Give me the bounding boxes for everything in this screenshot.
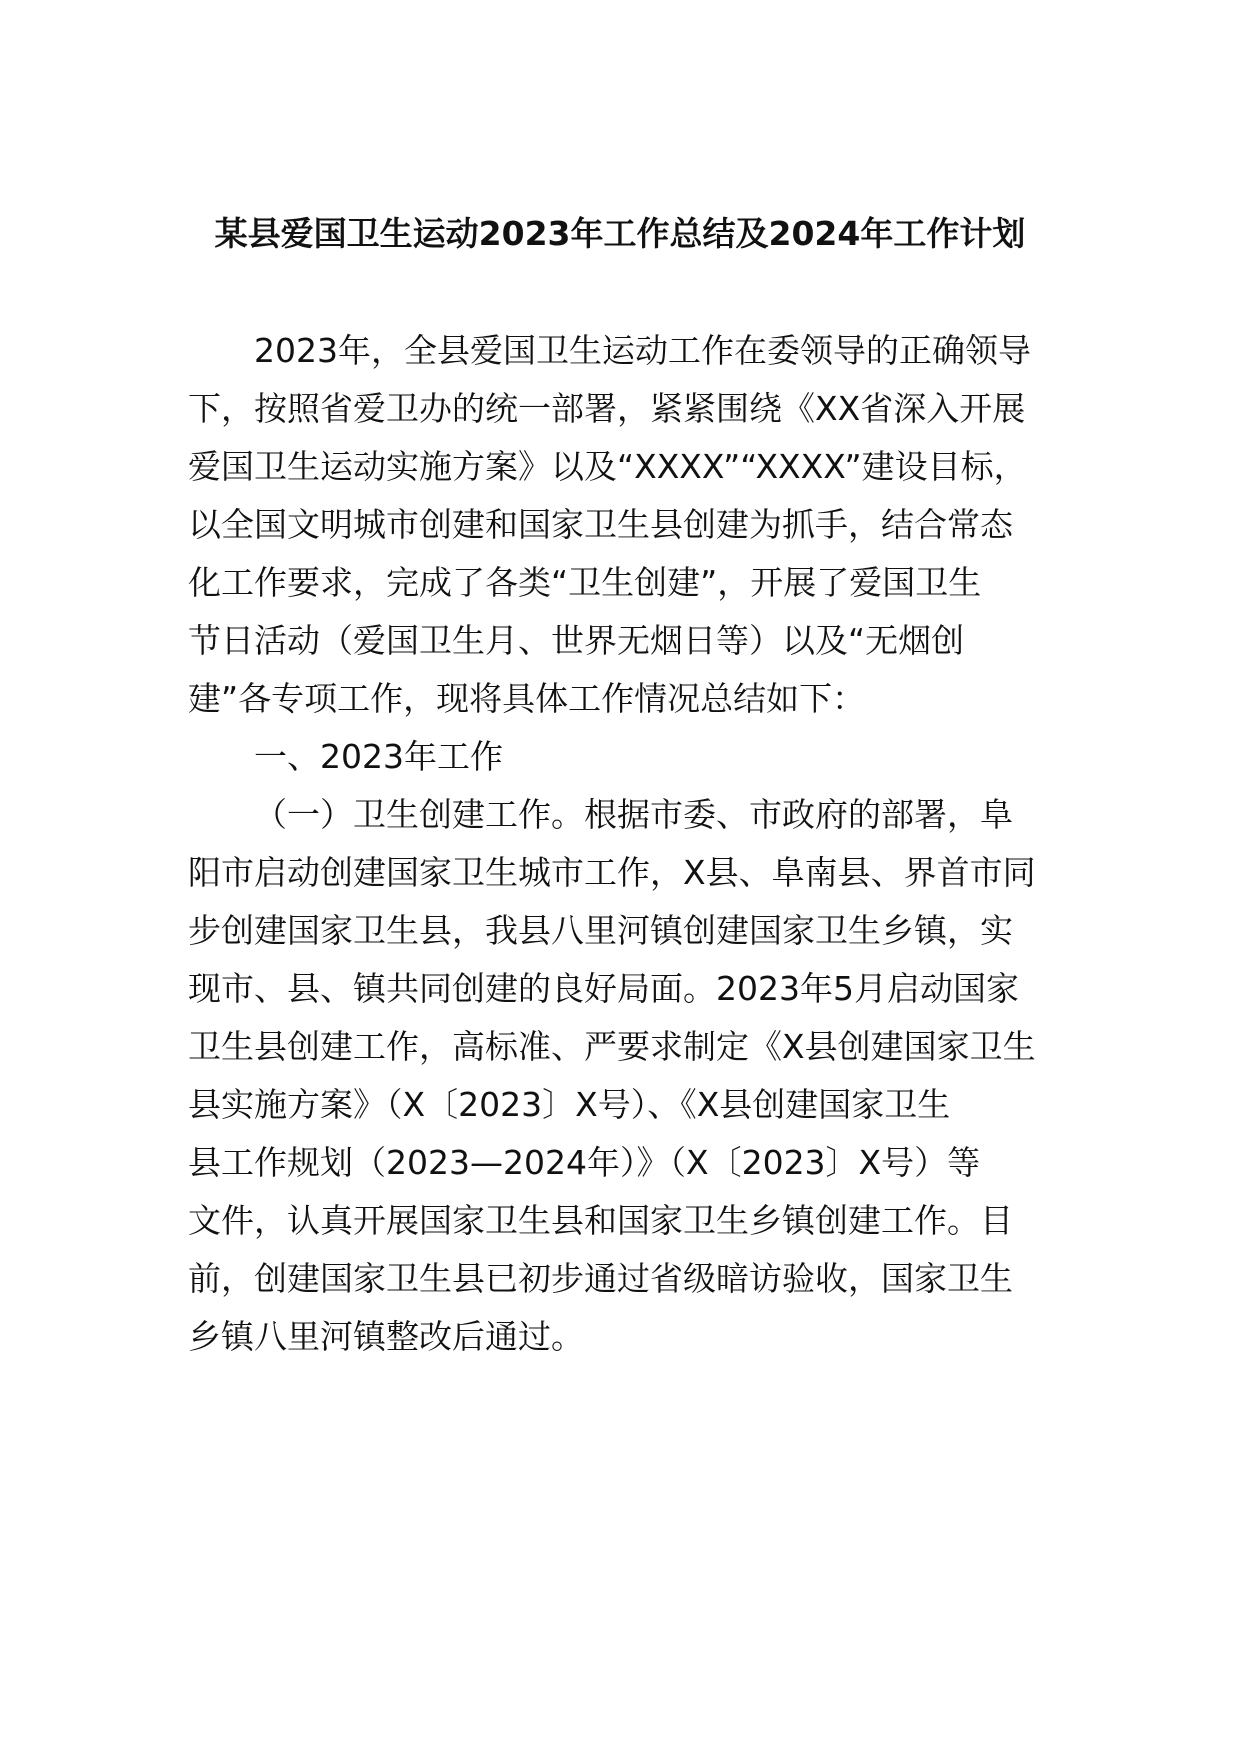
paragraph-line: 2023年，全县爱国卫生运动工作在委领导的正确领导 [254, 331, 1031, 370]
paragraph-line: 县工作规划（2023—2024年）》（X〔2023〕X号）等 [188, 1143, 981, 1182]
document-title: 某县爱国卫生运动2023年工作总结及2024年工作计划 [214, 214, 1026, 253]
paragraph-line: 建”各专项工作，现将具体工作情况总结如下： [188, 679, 866, 718]
paragraph-line: 以全国文明城市创建和国家卫生县创建为抓手，结合常态 [188, 505, 1013, 544]
paragraph-line: 现市、县、镇共同创建的良好局面。2023年5月启动国家 [188, 969, 1019, 1008]
paragraph-line: 县实施方案》（X〔2023〕X号）、《X县创建国家卫生 [188, 1085, 951, 1124]
paragraph-line: 前，创建国家卫生县已初步通过省级暗访验收，国家卫生 [188, 1259, 1013, 1298]
paragraph-line: 文件，认真开展国家卫生县和国家卫生乡镇创建工作。目 [188, 1201, 1013, 1240]
paragraph-line: 步创建国家卫生县，我县八里河镇创建国家卫生乡镇，实 [188, 911, 1013, 950]
paragraph-line: （一）卫生创建工作。根据市委、市政府的部署，阜 [254, 795, 1013, 834]
paragraph-line: 乡镇八里河镇整改后通过。 [188, 1317, 584, 1356]
paragraph-line: 卫生县创建工作，高标准、严要求制定《X县创建国家卫生 [188, 1027, 1036, 1066]
paragraph-line: 爱国卫生运动实施方案》以及“XXXX”“XXXX”建设目标， [188, 447, 1027, 486]
paragraph-line: 化工作要求，完成了各类“卫生创建”，开展了爱国卫生 [188, 563, 982, 602]
section-heading: 一、2023年工作 [254, 737, 503, 776]
paragraph-line: 节日活动（爱国卫生月、世界无烟日等）以及“无烟创 [188, 621, 965, 660]
paragraph-line: 阳市启动创建国家卫生城市工作，X县、阜南县、界首市同 [188, 853, 1036, 892]
paragraph-line: 下，按照省爱卫办的统一部署，紧紧围绕《XX省深入开展 [188, 389, 1026, 428]
